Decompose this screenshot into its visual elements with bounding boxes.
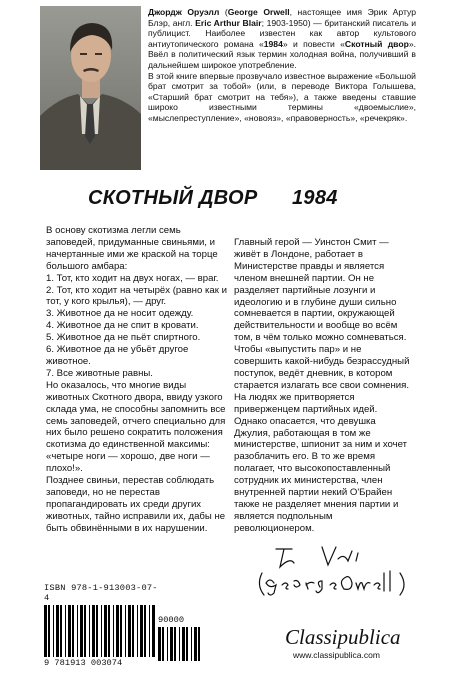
author-name: Джордж Оруэлл [148, 7, 220, 17]
commandment-6: 6. Животное да не убьёт другое животное. [46, 344, 189, 367]
commandment-4: 4. Животное да не спит в кровати. [46, 320, 199, 332]
barcode-bar [200, 627, 203, 661]
title-animal-farm: СКОТНЫЙ ДВОР [88, 187, 258, 209]
bio-paragraph-2: В этой книге впервые прозвучало известное выражение «Большой брат смотрит за тобой» (или, в переводе Виктора Голышева, «Старший брат смотрит на тебя»), а также введены ставшие широко известными термины «двоемыслие», «мыслепреступление», «новояз», «правоверность», «речекряк». [148, 70, 416, 123]
bio-paragraph-1 [148, 7, 416, 71]
commandment-1: 1. Тот, кто ходит на двух ногах, — враг. [46, 272, 219, 284]
story-title: Скотный двор [344, 38, 409, 49]
author-latin-name: George Orwell [227, 7, 290, 17]
publisher-website[interactable]: www.classipublica.com [293, 650, 380, 660]
left-paragraph: Но оказалось, что многие виды животных Скотного двора, ввиду узкого склада ума, не способны запомнить все семь заповедей, отчего специально для них было решено сократить положения скотизма до единственной максимы: «четыре ноги — хорошо, две ноги — плохо!». [46, 379, 226, 475]
left-paragraph: Позднее свиньи, перестав соблюдать заповеди, но не перестав пропагандировать их среди других животных, тайно исправили их, дабы не быть обвинёнными в их нарушении. [46, 475, 226, 534]
bio-text: ( [219, 7, 228, 17]
commandment-5: 5. Животное да не пьёт спиртного. [46, 332, 201, 344]
novel-title: 1984 [263, 38, 283, 49]
right-paragraph: Главный герой — Уинстон Смит — живёт в Лондоне, работает в Министерстве правды и является членом внешней партии. Он не разделяет партийные лозунги и идеологию и в глубине души сильно сомневается в партии, окружающей действительности и вообще во всём том, в чём только можно сомневаться. Чтобы «выпустить пар» и не совершить какой-нибудь безрассудный поступок, ведёт дневник, в котором старается излагать все свои сомнения. На людях же притворяется приверженцем партийных идей. Однако опасается, что девушка Джулия, работающая в том же министерстве, шпионит за ним и хочет разоблачить его. В то же время полагает, что высокопоставленный сотрудник их министерства, член внутренней партии некий О'Брайен также не разделяет мнения партии и является подпольным революционером. [234, 237, 410, 534]
publisher-logo: Classipublica [285, 625, 401, 649]
title-1984: 1984 [292, 187, 338, 209]
author-portrait-image [40, 6, 141, 170]
bio-text: ». Ввёл в политический язык термин холодная война, получивший в дальнейшем широкое употребление. [148, 38, 416, 70]
isbn-number: ISBN 978-1-913003-07-4 [44, 583, 158, 603]
barcode-bar [155, 605, 156, 657]
commandment-7: 7. Все животные равны. [46, 367, 153, 379]
barcode-bars [44, 605, 158, 657]
novel-1984-text [234, 237, 412, 535]
ean-number: 9 781913 003074 [44, 658, 123, 668]
addon-bars [158, 627, 203, 661]
bio-text: » и повести « [282, 38, 345, 49]
signature-image [252, 543, 412, 603]
isbn-barcode [44, 583, 185, 668]
author-real-name: Eric Arthur Blair [195, 17, 262, 28]
author-bio [148, 7, 416, 124]
bio-text: , настоящее имя Эрик Артур Блэр, англ. [148, 7, 417, 28]
commandment-2: 2. Тот, кто ходит на четырёх (равно как и тот, у кого крылья), — друг. [46, 284, 227, 308]
barcode-addon [158, 615, 203, 661]
left-paragraph: В основу скотизма легли семь заповедей, придуманные свиньями, и начертанные ими же краской на торце большого амбара: [46, 225, 218, 272]
animal-farm-text [46, 225, 228, 535]
bio-text: ; 1903-1950) — британский писатель и публицист. Наиболее известен как автор культового антиутопического романа « [148, 17, 417, 49]
commandment-3: 3. Животное да не носит одежду. [46, 308, 194, 320]
addon-number: 90000 [158, 615, 185, 625]
author-photo [40, 6, 141, 170]
